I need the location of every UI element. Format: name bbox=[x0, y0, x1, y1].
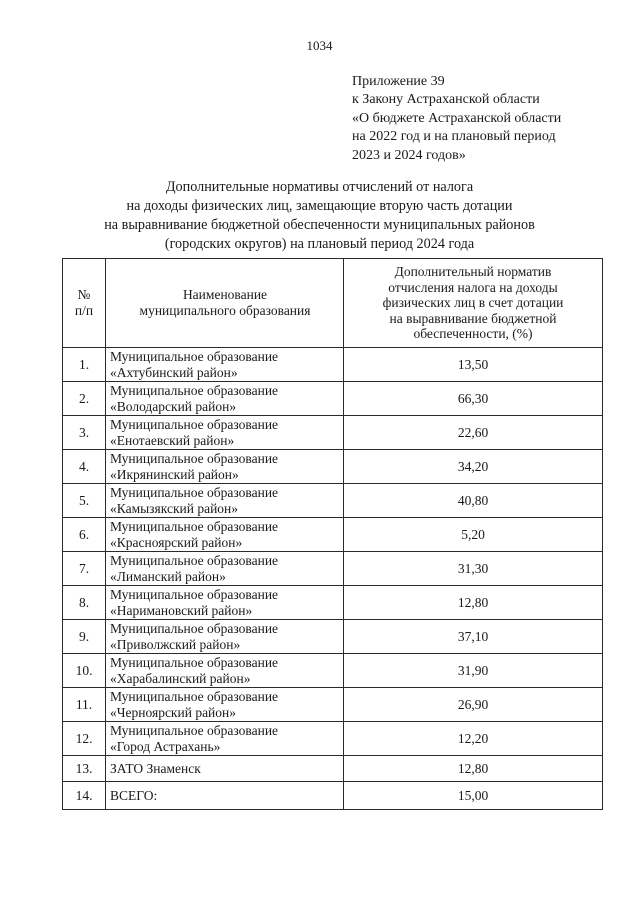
table-row bbox=[63, 620, 603, 654]
municipality-name-line: Муниципальное образование bbox=[110, 620, 279, 636]
normatives-table bbox=[62, 258, 603, 810]
title-line: (городских округов) на плановый период 2024 года bbox=[164, 236, 475, 252]
municipality-name bbox=[106, 348, 344, 382]
municipality-name-line: «Енотаевский район» bbox=[110, 432, 235, 448]
municipality-name bbox=[106, 722, 344, 756]
row-number: 12. bbox=[63, 722, 106, 756]
municipality-name-line: Муниципальное образование bbox=[110, 654, 279, 670]
municipality-name-line: Муниципальное образование bbox=[110, 518, 279, 534]
municipality-name bbox=[106, 688, 344, 722]
table-body bbox=[63, 348, 603, 810]
normative-value: 12,20 bbox=[344, 722, 603, 756]
normative-value: 31,30 bbox=[344, 552, 603, 586]
document-title bbox=[0, 178, 639, 254]
table-row bbox=[63, 348, 603, 382]
table-row bbox=[63, 450, 603, 484]
row-number: 10. bbox=[63, 654, 106, 688]
normative-value: 5,20 bbox=[344, 518, 603, 552]
municipality-name-line: ВСЕГО: bbox=[110, 787, 158, 803]
header-value: Дополнительный норматив отчисления налога на доходы физических лиц в счет дотации на выравнивание бюджетной обеспеченности, (%) bbox=[344, 259, 603, 348]
municipality-name-line: «Наримановский район» bbox=[110, 602, 253, 618]
municipality-name-line: Муниципальное образование bbox=[110, 552, 279, 568]
municipality-name-line: «Город Астрахань» bbox=[110, 738, 221, 754]
municipality-name-line: Муниципальное образование bbox=[110, 722, 279, 738]
municipality-name bbox=[106, 382, 344, 416]
table-row bbox=[63, 654, 603, 688]
row-number: 14. bbox=[63, 782, 106, 810]
appendix-line: Приложение 39 bbox=[352, 74, 445, 89]
municipality-name bbox=[106, 450, 344, 484]
appendix-line: к Закону Астраханской области bbox=[352, 92, 540, 108]
table-row bbox=[63, 756, 603, 782]
municipality-name-line: «Красноярский район» bbox=[110, 534, 243, 550]
normative-value: 13,50 bbox=[344, 348, 603, 382]
municipality-name-line: Муниципальное образование bbox=[110, 586, 279, 602]
row-number: 11. bbox=[63, 688, 106, 722]
table-row bbox=[63, 586, 603, 620]
appendix-line: 2023 и 2024 годов» bbox=[352, 147, 466, 163]
municipality-name bbox=[106, 552, 344, 586]
municipality-name-line: «Харабалинский район» bbox=[110, 670, 251, 686]
municipality-name bbox=[106, 654, 344, 688]
row-number: 5. bbox=[63, 484, 106, 518]
row-number: 2. bbox=[63, 382, 106, 416]
municipality-name-line: «Ахтубинский район» bbox=[110, 364, 238, 380]
normative-value: 12,80 bbox=[344, 756, 603, 782]
row-number: 8. bbox=[63, 586, 106, 620]
normative-value: 31,90 bbox=[344, 654, 603, 688]
row-number: 3. bbox=[63, 416, 106, 450]
municipality-name-line: «Икрянинский район» bbox=[110, 466, 239, 482]
table-row bbox=[63, 688, 603, 722]
municipality-name bbox=[106, 782, 344, 810]
normative-value: 26,90 bbox=[344, 688, 603, 722]
table-row bbox=[63, 782, 603, 810]
table-row bbox=[63, 552, 603, 586]
title-line: Дополнительные нормативы отчислений от налога bbox=[165, 179, 474, 195]
title-line: на доходы физических лиц, замещающие вторую часть дотации bbox=[126, 198, 513, 214]
municipality-name-line: «Камызякский район» bbox=[110, 500, 239, 516]
municipality-name bbox=[106, 620, 344, 654]
title-line: на выравнивание бюджетной обеспеченности муниципальных районов bbox=[104, 217, 535, 233]
municipality-name-line: ЗАТО Знаменск bbox=[110, 760, 201, 776]
table-row bbox=[63, 722, 603, 756]
appendix-header bbox=[352, 73, 632, 165]
header-num: № п/п bbox=[63, 259, 106, 348]
normative-value: 37,10 bbox=[344, 620, 603, 654]
normative-value: 34,20 bbox=[344, 450, 603, 484]
municipality-name-line: Муниципальное образование bbox=[110, 416, 279, 432]
municipality-name bbox=[106, 756, 344, 782]
normative-value: 15,00 bbox=[344, 782, 603, 810]
table-row bbox=[63, 416, 603, 450]
page-number: 1034 bbox=[306, 38, 333, 53]
municipality-name-line: Муниципальное образование bbox=[110, 688, 279, 704]
municipality-name-line: Муниципальное образование bbox=[110, 348, 279, 364]
normative-value: 66,30 bbox=[344, 382, 603, 416]
municipality-name bbox=[106, 518, 344, 552]
row-number: 7. bbox=[63, 552, 106, 586]
table-row bbox=[63, 518, 603, 552]
appendix-line: «О бюджете Астраханской области bbox=[352, 110, 562, 126]
row-number: 9. bbox=[63, 620, 106, 654]
row-number: 13. bbox=[63, 756, 106, 782]
row-number: 4. bbox=[63, 450, 106, 484]
table-header-row bbox=[63, 259, 603, 348]
row-number: 6. bbox=[63, 518, 106, 552]
normative-value: 40,80 bbox=[344, 484, 603, 518]
municipality-name-line: Муниципальное образование bbox=[110, 450, 279, 466]
table-row bbox=[63, 484, 603, 518]
municipality-name-line: «Черноярский район» bbox=[110, 704, 237, 720]
table-row bbox=[63, 382, 603, 416]
header-name: Наименование муниципального образования bbox=[106, 259, 344, 348]
municipality-name-line: Муниципальное образование bbox=[110, 484, 279, 500]
row-number: 1. bbox=[63, 348, 106, 382]
appendix-line: на 2022 год и на плановый период bbox=[352, 129, 556, 145]
municipality-name bbox=[106, 484, 344, 518]
municipality-name bbox=[106, 416, 344, 450]
municipality-name-line: «Лиманский район» bbox=[110, 568, 226, 584]
municipality-name-line: «Приволжский район» bbox=[110, 636, 241, 652]
normative-value: 12,80 bbox=[344, 586, 603, 620]
normative-value: 22,60 bbox=[344, 416, 603, 450]
municipality-name-line: «Володарский район» bbox=[110, 398, 237, 414]
municipality-name-line: Муниципальное образование bbox=[110, 382, 279, 398]
municipality-name bbox=[106, 586, 344, 620]
